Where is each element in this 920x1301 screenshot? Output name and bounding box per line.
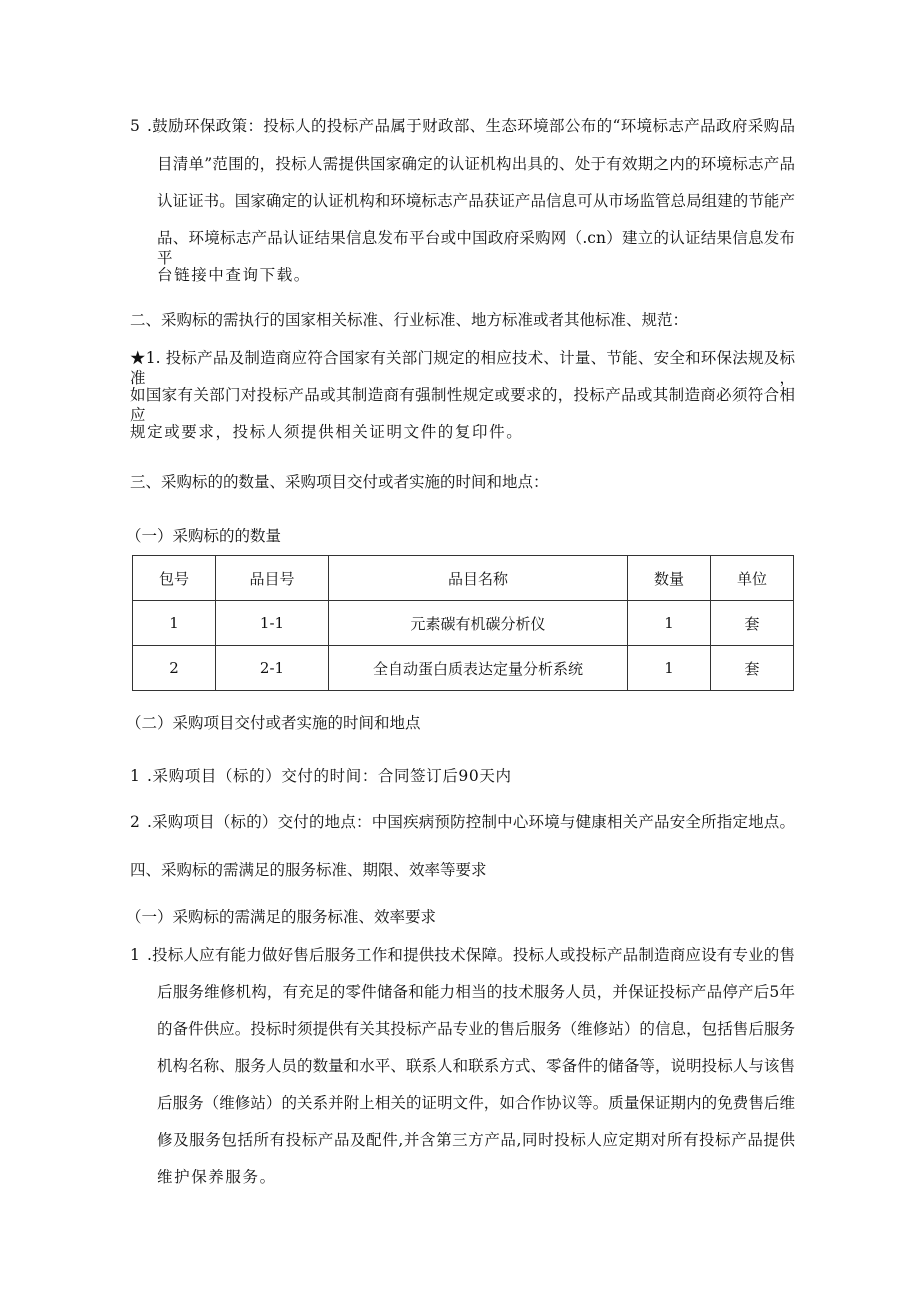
paragraph-line: 修及服务包括所有投标产品及配件,并含第三方产品,同时投标人应定期对所有投标产品提供 [157, 1131, 795, 1149]
table-cell: 套 [711, 646, 794, 691]
list-item: .采购项目（标的）交付的地点：中国疾病预防控制中心环境与健康相关产品安全所指定地点。 [147, 813, 795, 831]
table-cell: 1 [628, 646, 711, 691]
paragraph-line: 目清单”范围的，投标人需提供国家确定的认证机构出具的、处于有效期之内的环境标志产品 [157, 155, 795, 173]
table-row [133, 646, 794, 691]
paragraph-line: .鼓励环保政策：投标人的投标产品属于财政部、生态环境部公布的“环境标志产品政府采购品 [147, 117, 795, 135]
table-header-cell: 品目号 [216, 556, 329, 601]
item-number: 2 [130, 813, 140, 831]
subsection-heading: （一）采购标的的数量 [126, 527, 282, 545]
table-header-cell: 品目名称 [329, 556, 628, 601]
paragraph-line: 机构名称、服务人员的数量和水平、联系人和联系方式、零备件的储备等，说明投标人与该售 [157, 1057, 795, 1075]
table-header-cell: 包号 [133, 556, 216, 601]
section-heading: 四、采购标的需满足的服务标准、期限、效率等要求 [130, 861, 487, 879]
table-header-cell: 单位 [711, 556, 794, 601]
paragraph-line: 如国家有关部门对投标产品或其制造商有强制性规定或要求的，投标产品或其制造商必须符合相应 [130, 386, 795, 424]
section-heading: 二、采购标的需执行的国家相关标准、行业标准、地方标准或者其他标准、规范： [130, 311, 689, 329]
table-cell: 1 [133, 601, 216, 646]
paragraph-line: 品、环境标志产品认证结果信息发布平台或中国政府采购网（.cn）建立的认证结果信息发布平 [157, 229, 795, 267]
item-number: 5 [130, 117, 140, 135]
table-header-cell: 数量 [628, 556, 711, 601]
table-cell: 1-1 [216, 601, 329, 646]
item-number: 1 [130, 946, 140, 964]
subsection-heading: （一）采购标的需满足的服务标准、效率要求 [126, 908, 437, 926]
paragraph-line: 维护保养服务。 [157, 1168, 277, 1186]
paragraph-line: 后服务维修机构，有充足的零件储备和能力相当的技术服务人员，并保证投标产品停产后5年 [157, 983, 795, 1001]
paragraph-line: .投标人应有能力做好售后服务工作和提供技术保障。投标人或投标产品制造商应设有专业的售 [147, 946, 795, 964]
paragraph-line: 台链接中查询下载。 [157, 266, 311, 284]
paragraph-line: 认证证书。国家确定的认证机构和环境标志产品获证产品信息可从市场监管总局组建的节能产 [157, 192, 795, 210]
table-cell: 2-1 [216, 646, 329, 691]
table-row [133, 601, 794, 646]
paragraph-line: 后服务（维修站）的关系并附上相关的证明文件，如合作协议等。质量保证期内的免费售后维 [157, 1094, 795, 1112]
paragraph-line: ★1. 投标产品及制造商应符合国家有关部门规定的相应技术、计量、节能、安全和环保法规及标准， [130, 349, 795, 387]
table-cell: 套 [711, 601, 794, 646]
subsection-heading: （二）采购项目交付或者实施的时间和地点 [126, 714, 421, 732]
section-heading: 三、采购标的的数量、采购项目交付或者实施的时间和地点： [130, 473, 549, 491]
quantity-table [132, 555, 794, 691]
table-cell: 元素碳有机碳分析仪 [329, 601, 628, 646]
list-item: .采购项目（标的）交付的时间：合同签订后90天内 [147, 767, 512, 785]
table-header-row [133, 556, 794, 601]
item-number: 1 [130, 767, 140, 785]
table-cell: 2 [133, 646, 216, 691]
table-cell: 1 [628, 601, 711, 646]
paragraph-line: 规定或要求，投标人须提供相关证明文件的复印件。 [130, 423, 524, 441]
table-cell: 全自动蛋白质表达定量分析系统 [329, 646, 628, 691]
paragraph-line: 的备件供应。投标时须提供有关其投标产品专业的售后服务（维修站）的信息，包括售后服务 [157, 1020, 795, 1038]
